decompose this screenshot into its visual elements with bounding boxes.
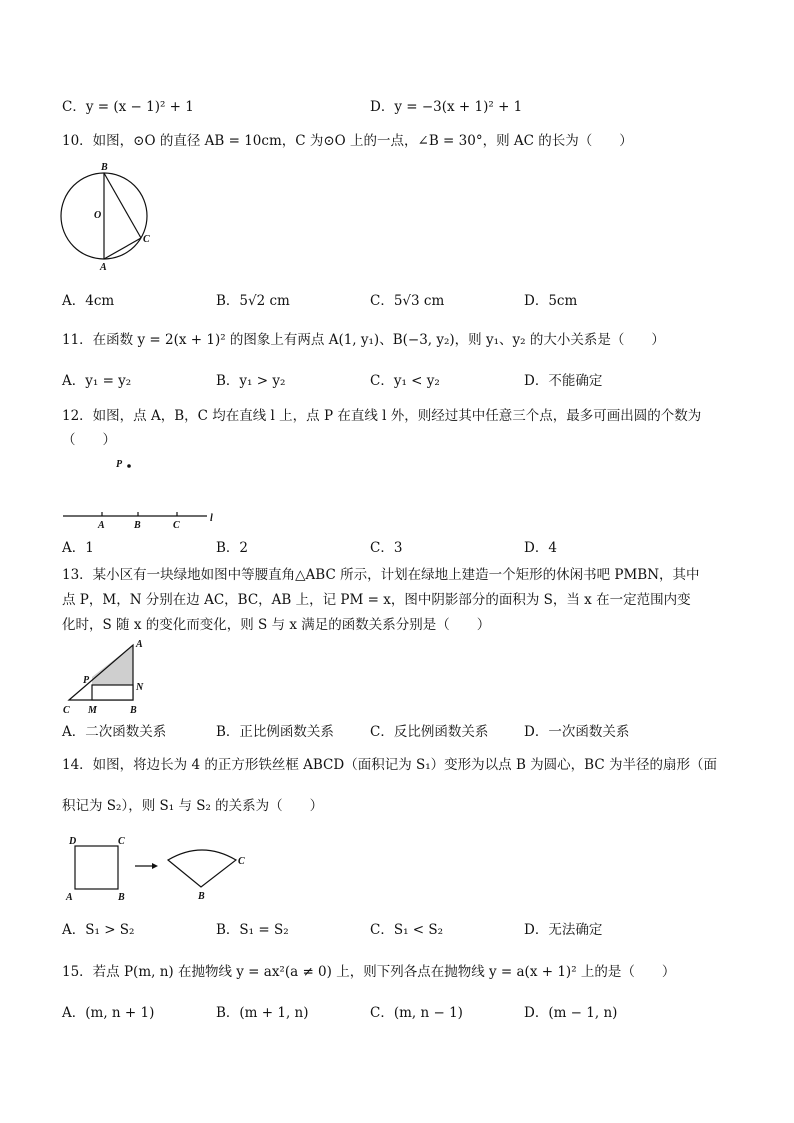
label-a: A xyxy=(100,262,107,273)
arrow-icon xyxy=(152,863,158,869)
q9-option-c: C．y = (x − 1)² + 1 xyxy=(62,99,194,115)
label-sector-b: B xyxy=(198,891,205,902)
label-c: C xyxy=(63,705,70,716)
sector-shape xyxy=(168,850,236,887)
q10-stem: 10．如图，⊙O 的直径 AB = 10cm，C 为⊙O 上的一点，∠B = 30°，则 AC 的长为（ ） xyxy=(62,133,633,149)
q10-option-c: C．5√3 cm xyxy=(370,293,445,309)
q14-stem-line2: 积记为 S₂），则 S₁ 与 S₂ 的关系为（ ） xyxy=(62,798,324,814)
label-c: C xyxy=(173,520,180,531)
q13-stem-line2: 点 P，M，N 分别在边 AC，BC，AB 上，记 PM = x，图中阴影部分的面积为 S，当 x 在一定范围内变 xyxy=(62,592,691,608)
square-abcd xyxy=(75,846,118,889)
q12-line-figure xyxy=(60,455,230,535)
label-b: B xyxy=(134,520,141,531)
label-sector-c: C xyxy=(238,856,245,867)
q13-option-d: D．一次函数关系 xyxy=(524,724,630,740)
q11-stem: 11．在函数 y = 2(x + 1)² 的图象上有两点 A(1, y₁)、B(−3, y₂)，则 y₁、y₂ 的大小关系是（ ） xyxy=(62,332,665,348)
chord-ac xyxy=(104,238,141,259)
label-b: B xyxy=(130,705,137,716)
q13-option-c: C．反比例函数关系 xyxy=(370,724,489,740)
label-p: P xyxy=(116,459,123,470)
q12-stem-line1: 12．如图，点 A，B，C 均在直线 l 上，点 P 在直线 l 外，则经过其中任意三个点，最多可画出圆的个数为 xyxy=(62,408,702,424)
q9-option-d: D．y = −3(x + 1)² + 1 xyxy=(370,99,523,115)
q13-option-a: A．二次函数关系 xyxy=(62,724,167,740)
q12-option-d: D．4 xyxy=(524,540,557,556)
label-d: D xyxy=(69,836,77,847)
q13-triangle-figure xyxy=(60,635,160,720)
q14-option-b: B．S₁ = S₂ xyxy=(216,922,289,938)
label-c: C xyxy=(118,836,125,847)
q13-stem-line1: 13．某小区有一块绿地如图中等腰直角△ABC 所示，计划在绿地上建造一个矩形的休闲书吧 PMBN，其中 xyxy=(62,567,700,583)
label-o: O xyxy=(94,210,102,221)
q15-option-a: A．(m, n + 1) xyxy=(62,1005,155,1021)
chord-bc xyxy=(104,173,141,238)
q11-option-a: A．y₁ = y₂ xyxy=(62,373,132,389)
q15-stem: 15．若点 P(m, n) 在抛物线 y = ax²(a ≠ 0) 上，则下列各点在抛物线 y = a(x + 1)² 上的是（ ） xyxy=(62,964,676,980)
q14-option-c: C．S₁ < S₂ xyxy=(370,922,444,938)
q15-option-b: B．(m + 1, n) xyxy=(216,1005,309,1021)
q14-option-d: D．无法确定 xyxy=(524,922,603,938)
label-a: A xyxy=(136,639,143,650)
label-a: A xyxy=(98,520,105,531)
label-m: M xyxy=(88,705,97,716)
point-p xyxy=(127,464,131,468)
q10-circle-figure xyxy=(58,160,158,275)
q15-option-c: C．(m, n − 1) xyxy=(370,1005,463,1021)
q11-option-d: D．不能确定 xyxy=(524,373,603,389)
q14-square-sector-figure xyxy=(62,832,262,907)
label-n: N xyxy=(136,682,144,693)
rect-pmbn xyxy=(92,685,133,700)
q12-option-b: B．2 xyxy=(216,540,249,556)
q12-stem-line2: （ ） xyxy=(62,432,116,448)
q14-option-a: A．S₁ > S₂ xyxy=(62,922,135,938)
q10-option-a: A．4cm xyxy=(62,293,115,309)
label-b: B xyxy=(118,892,125,903)
q12-option-a: A．1 xyxy=(62,540,94,556)
q11-option-c: C．y₁ < y₂ xyxy=(370,373,440,389)
label-l: l xyxy=(210,513,213,524)
q10-option-b: B．5√2 cm xyxy=(216,293,290,309)
q11-option-b: B．y₁ > y₂ xyxy=(216,373,286,389)
q10-option-d: D．5cm xyxy=(524,293,578,309)
q15-option-d: D．(m − 1, n) xyxy=(524,1005,618,1021)
q13-stem-line3: 化时，S 随 x 的变化而变化，则 S 与 x 满足的函数关系分别是（ ） xyxy=(62,617,491,633)
q13-option-b: B．正比例函数关系 xyxy=(216,724,334,740)
label-a: A xyxy=(66,892,73,903)
label-p: P xyxy=(83,675,90,686)
label-c: C xyxy=(143,234,150,245)
q14-stem-line1: 14．如图，将边长为 4 的正方形铁丝框 ABCD（面积记为 S₁）变形为以点 B 为圆心，BC 为半径的扇形（面 xyxy=(62,757,717,773)
label-b: B xyxy=(101,162,108,173)
q12-option-c: C．3 xyxy=(370,540,403,556)
